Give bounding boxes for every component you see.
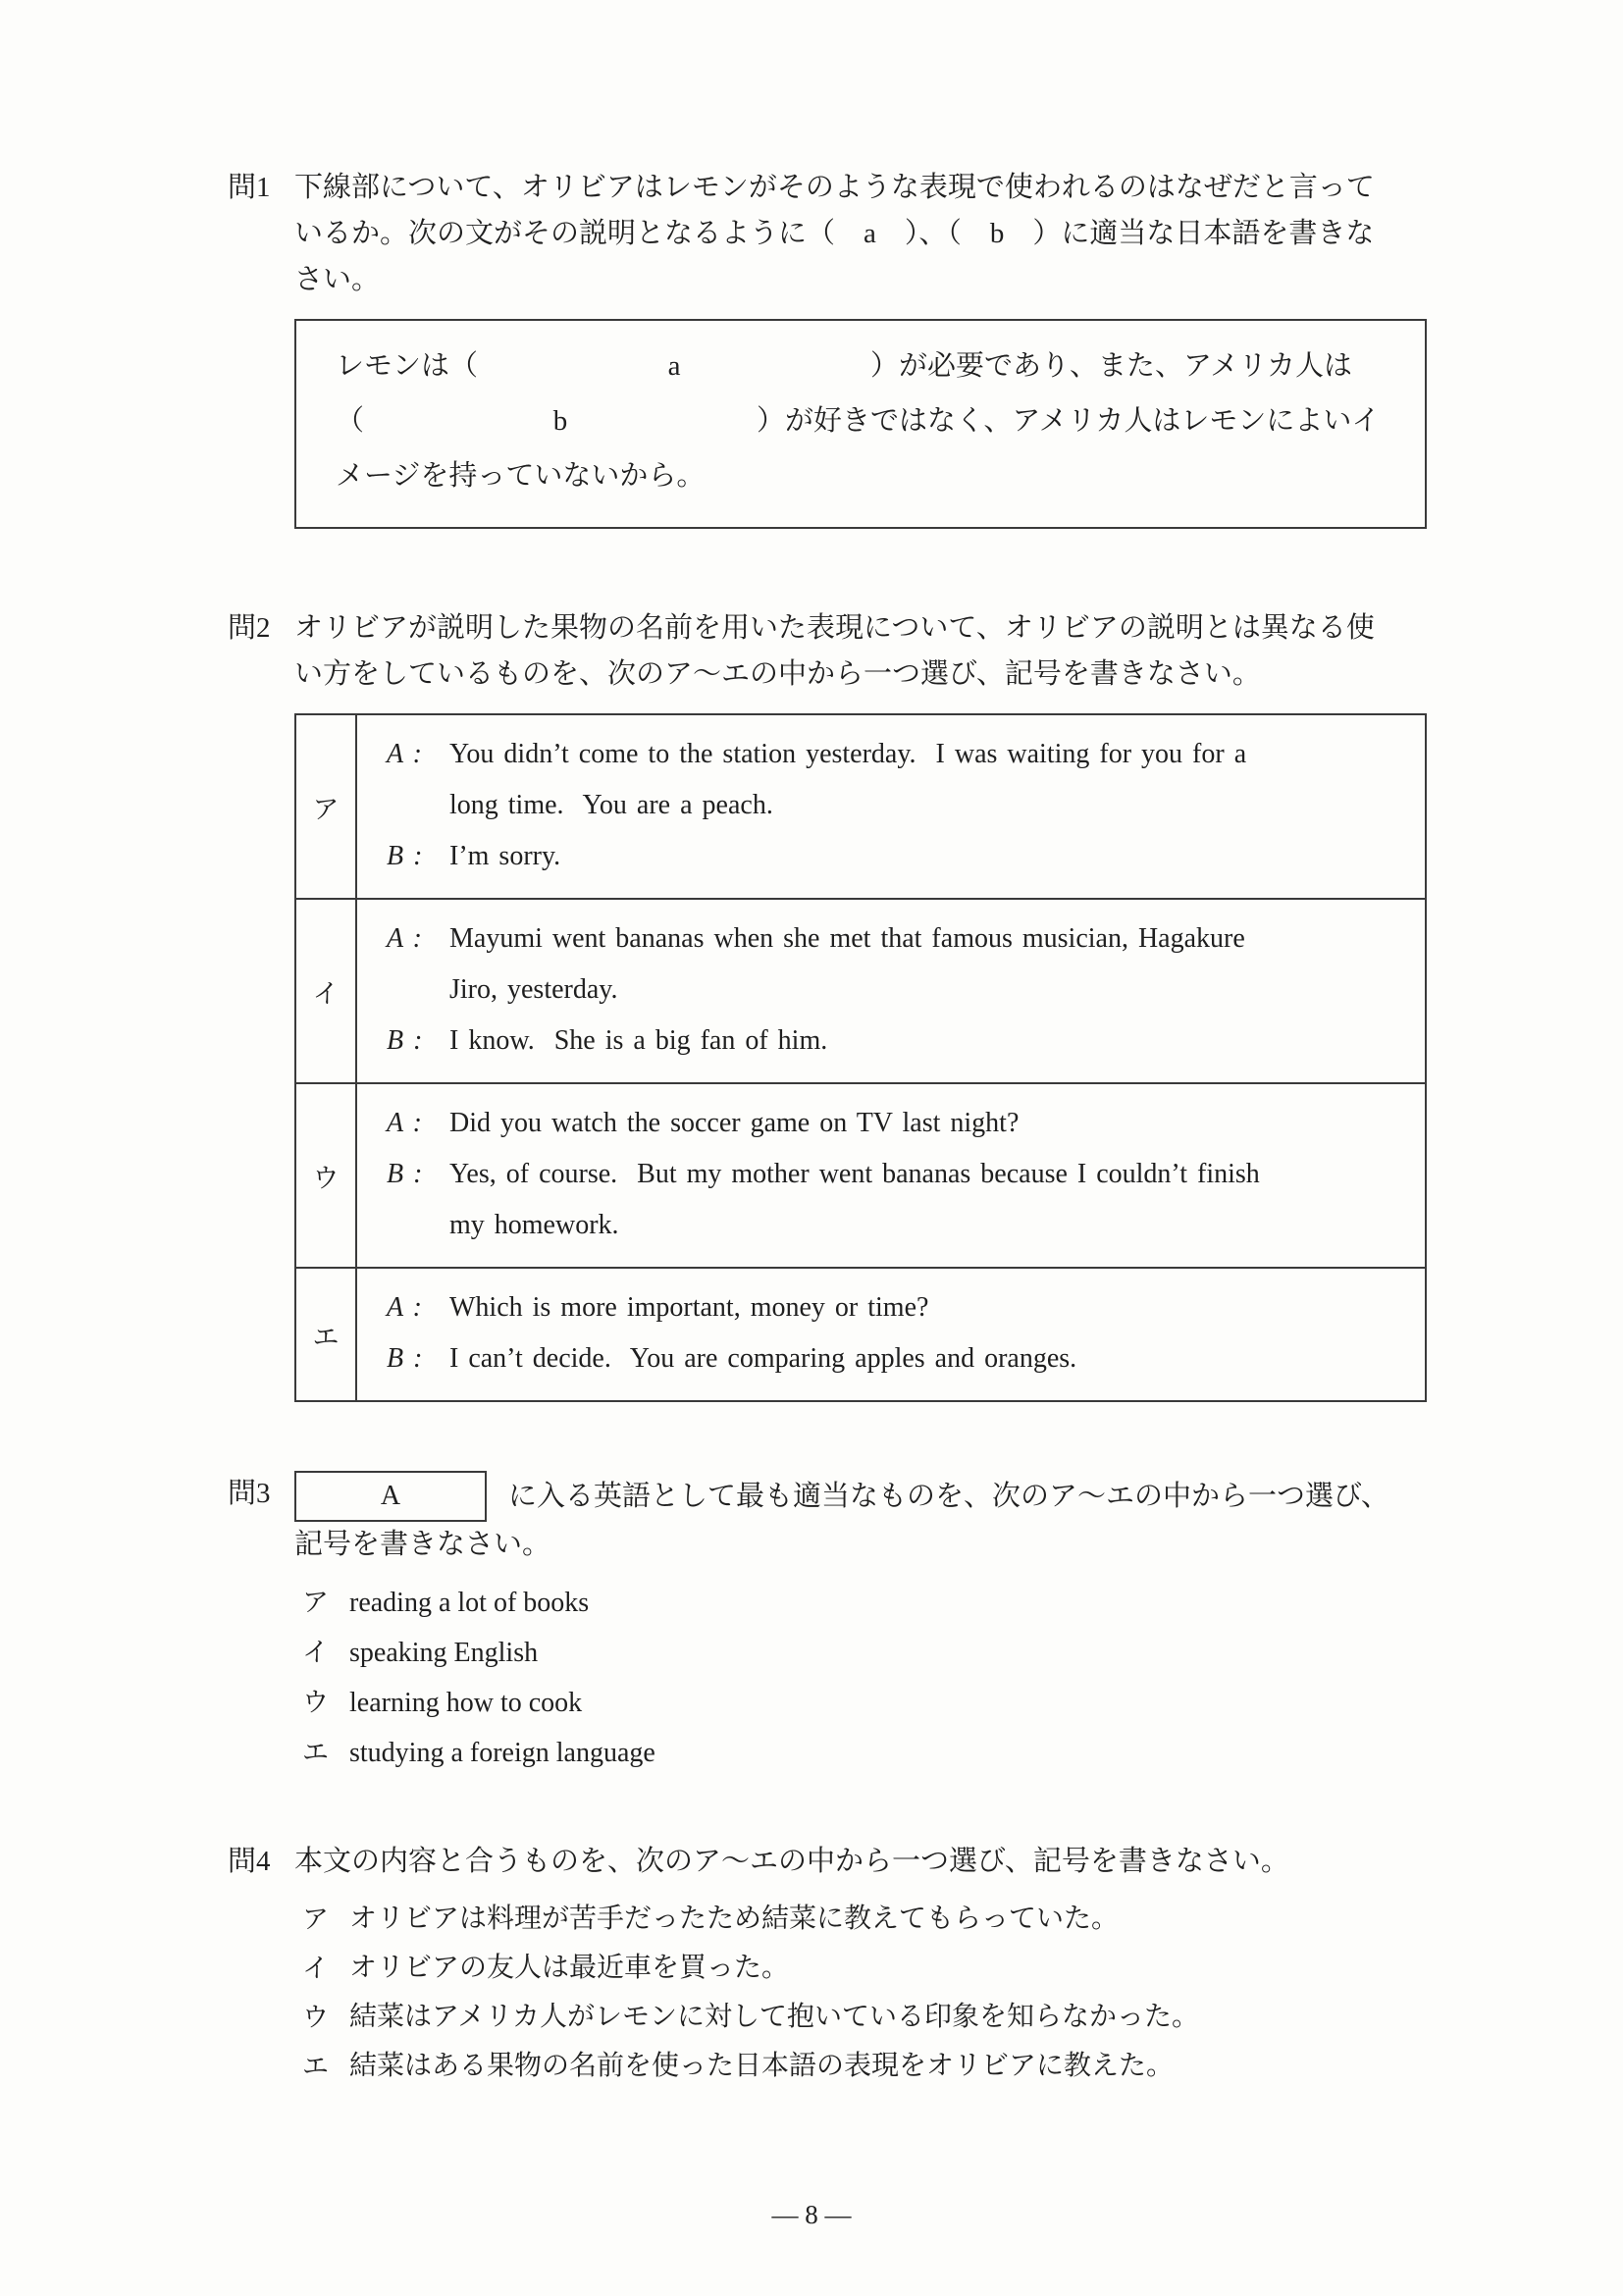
option-key: ウ bbox=[302, 1688, 329, 1717]
table-row-u bbox=[296, 1082, 1425, 1267]
blank-b: b bbox=[552, 405, 568, 437]
q3-text-line: 記号を書きなさい。 bbox=[294, 1529, 551, 1560]
option-key: イ bbox=[302, 1638, 329, 1667]
speaker-label: B : bbox=[387, 1159, 423, 1189]
option-text: オリビアの友人は最近車を買った。 bbox=[349, 1953, 790, 1983]
option-row bbox=[302, 1728, 1427, 1778]
row-dialogue bbox=[357, 1084, 1425, 1267]
q4-options bbox=[302, 1895, 1427, 2091]
q1-label: 問1 bbox=[228, 172, 271, 203]
dialog-line bbox=[387, 780, 1395, 831]
speaker-label bbox=[387, 780, 449, 831]
dialog-text: Mayumi went bananas when she met that famous musician, Hagakure bbox=[449, 923, 1245, 954]
q4-label: 問4 bbox=[228, 1846, 271, 1877]
question-4 bbox=[228, 1839, 1427, 2091]
option-key: ア bbox=[302, 1905, 329, 1934]
answer-line2-post: ）が好きではなく、アメリカ人はレモンによいイ bbox=[757, 405, 1381, 437]
q1-text-line: 下線部について、オリビアはレモンがそのような表現で使われるのはなぜだと言って bbox=[294, 172, 1375, 203]
option-key: ア bbox=[302, 1588, 329, 1617]
dialog-text: Did you watch the soccer game on TV last night? bbox=[449, 1108, 1020, 1138]
speaker-label: A : bbox=[387, 1108, 422, 1138]
answer-line1-post: ）が必要であり、また、アメリカ人は bbox=[870, 350, 1352, 382]
q2-dialogue-table bbox=[294, 713, 1427, 1402]
dialog-text: You didn’t come to the station yesterday. I was waiting for you for a bbox=[449, 739, 1247, 769]
option-key: エ bbox=[302, 2052, 329, 2081]
dialog-line bbox=[387, 1200, 1395, 1251]
dialog-line bbox=[387, 1098, 1395, 1149]
row-dialogue bbox=[357, 900, 1425, 1082]
q3-text-line: に入る英語として最も適当なものを、次のア～エの中から一つ選び、 bbox=[508, 1480, 1389, 1512]
speaker-label: B : bbox=[387, 1343, 423, 1374]
question-1 bbox=[228, 165, 1427, 529]
q3-text bbox=[294, 1471, 1427, 1778]
page-content bbox=[228, 165, 1427, 2091]
row-key: ウ bbox=[296, 1084, 357, 1267]
option-text: learning how to cook bbox=[349, 1688, 583, 1718]
option-text: オリビアは料理が苦手だったため結菜に教えてもらっていた。 bbox=[349, 1904, 1120, 1934]
speaker-label bbox=[387, 1200, 449, 1251]
option-key: エ bbox=[302, 1738, 329, 1767]
dialog-line bbox=[387, 729, 1395, 780]
dialog-line bbox=[387, 1149, 1395, 1200]
q2-label: 問2 bbox=[228, 612, 271, 644]
dialog-line bbox=[387, 831, 1395, 882]
dialog-text: Jiro, yesterday. bbox=[449, 974, 618, 1005]
q3-label: 問3 bbox=[228, 1478, 271, 1509]
option-row bbox=[302, 1628, 1427, 1678]
q4-text bbox=[294, 1839, 1427, 2091]
option-row bbox=[302, 1678, 1427, 1728]
dialog-text: my homework. bbox=[449, 1210, 619, 1240]
speaker-label: A : bbox=[387, 1292, 422, 1323]
question-2 bbox=[228, 605, 1427, 1402]
blank-a: a bbox=[667, 350, 681, 382]
option-text: speaking English bbox=[349, 1638, 539, 1668]
row-dialogue bbox=[357, 715, 1425, 898]
option-row bbox=[302, 1895, 1427, 1944]
question-3 bbox=[228, 1471, 1427, 1778]
answer-box-line bbox=[336, 393, 1386, 448]
table-row-a bbox=[296, 715, 1425, 898]
speaker-label: A : bbox=[387, 739, 422, 769]
dialog-line bbox=[387, 965, 1395, 1016]
dialog-line bbox=[387, 1333, 1395, 1384]
q3-options bbox=[302, 1578, 1427, 1778]
speaker-label bbox=[387, 965, 449, 1016]
option-key: イ bbox=[302, 1954, 329, 1983]
q2-text-line: い方をしているものを、次のア～エの中から一つ選び、記号を書きなさい。 bbox=[294, 658, 1261, 690]
q1-text bbox=[294, 165, 1427, 303]
dialog-line bbox=[387, 1282, 1395, 1333]
answer-line2-pre: （ bbox=[336, 405, 365, 437]
answer-box-line: メージを持っていないから。 bbox=[336, 460, 706, 492]
answer-box-line bbox=[336, 339, 1386, 393]
table-row-e bbox=[296, 1267, 1425, 1400]
answer-line1-pre: レモンは（ bbox=[336, 350, 479, 382]
dialog-text: long time. You are a peach. bbox=[449, 790, 773, 820]
option-text: reading a lot of books bbox=[349, 1588, 590, 1618]
row-key: イ bbox=[296, 900, 357, 1082]
speaker-label: A : bbox=[387, 923, 422, 954]
q4-text-line: 本文の内容と合うものを、次のア～エの中から一つ選び、記号を書きなさい。 bbox=[294, 1846, 1289, 1877]
dialog-line bbox=[387, 1016, 1395, 1067]
option-key: ウ bbox=[302, 2003, 329, 2032]
dialog-text: I can’t decide. You are comparing apples and oranges. bbox=[449, 1343, 1077, 1374]
option-text: 結菜はアメリカ人がレモンに対して抱いている印象を知らなかった。 bbox=[349, 2002, 1200, 2032]
page-number: ― 8 ― bbox=[771, 2200, 852, 2229]
dialog-text: I’m sorry. bbox=[449, 841, 561, 871]
row-key: ア bbox=[296, 715, 357, 898]
q3-first-line bbox=[294, 1471, 1427, 1522]
speaker-label: B : bbox=[387, 841, 423, 871]
table-row-i bbox=[296, 898, 1425, 1082]
dialog-line bbox=[387, 913, 1395, 965]
dialog-text: Yes, of course. But my mother went bananas because I couldn’t finish bbox=[449, 1159, 1260, 1189]
row-dialogue bbox=[357, 1269, 1425, 1400]
option-text: studying a foreign language bbox=[349, 1738, 655, 1768]
dialog-text: I know. She is a big fan of him. bbox=[449, 1025, 828, 1056]
option-row bbox=[302, 1993, 1427, 2042]
q1-text-line: さい。 bbox=[294, 264, 381, 295]
option-row bbox=[302, 1944, 1427, 1993]
dialog-text: Which is more important, money or time? bbox=[449, 1292, 929, 1323]
q2-text bbox=[294, 605, 1427, 698]
q3-choice-box: A bbox=[294, 1471, 487, 1522]
q1-text-line: いるか。次の文がその説明となるように（ a ）、（ b ）に適当な日本語を書きな bbox=[294, 218, 1375, 249]
q1-answer-box bbox=[294, 319, 1427, 529]
option-text: 結菜はある果物の名前を使った日本語の表現をオリビアに教えた。 bbox=[349, 2051, 1175, 2081]
speaker-label: B : bbox=[387, 1025, 423, 1056]
option-row bbox=[302, 2042, 1427, 2091]
row-key: エ bbox=[296, 1269, 357, 1400]
q2-text-line: オリビアが説明した果物の名前を用いた表現について、オリビアの説明とは異なる使 bbox=[294, 612, 1375, 644]
option-row bbox=[302, 1578, 1427, 1628]
